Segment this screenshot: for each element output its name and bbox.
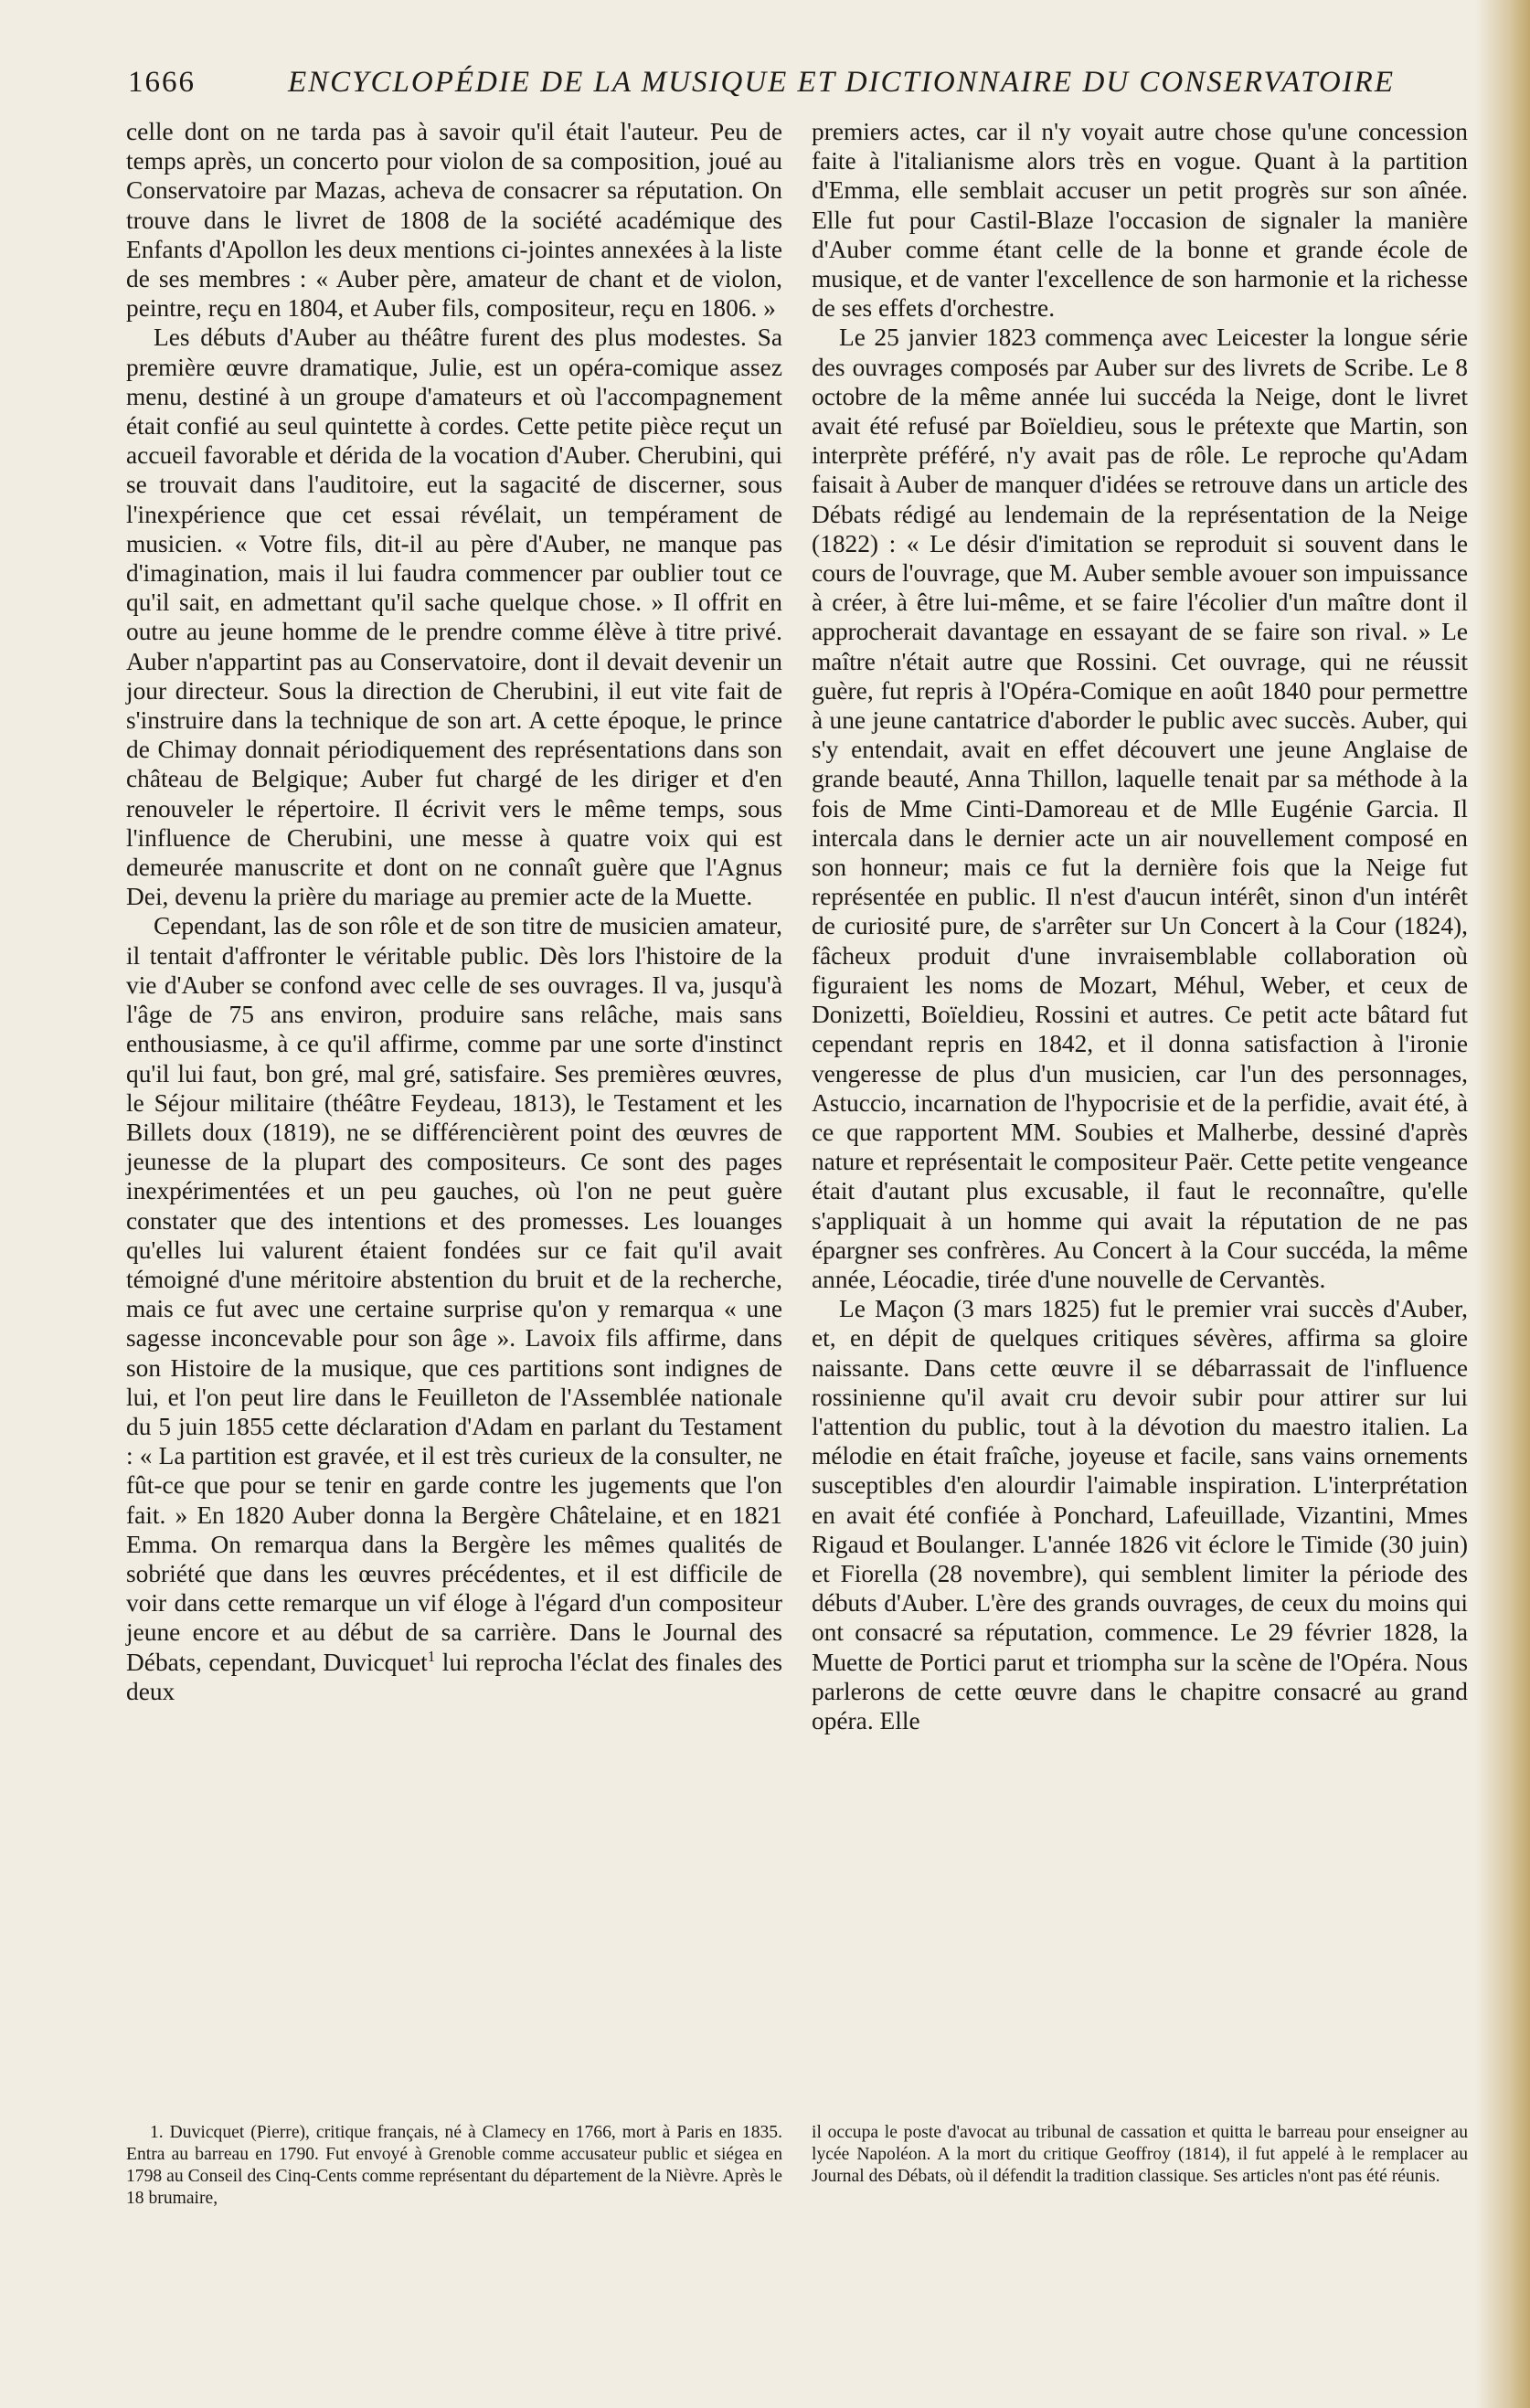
left-paragraph-2: Les débuts d'Auber au théâtre furent des plus modestes. Sa première œuvre dramatique, Julie, est un opéra-comique assez menu, destiné à un groupe d'amateurs et où l'accompagnement était confié au seul quintette à cordes. Cette petite pièce reçut un accueil favorable et dérida de la vocation d'Auber. Cherubini, qui se trouvait dans l'auditoire, eut la sagacité de discerner, sous l'inexpérience que cet essai révélait, un tempérament de musicien. « Votre fils, dit-il au père d'Auber, ne manque pas d'imagination, mais il lui faudra commencer par oublier tout ce qu'il sait, en admettant qu'il sache quelque chose. » Il offrit en outre au jeune homme de le prendre comme élève à titre privé. Auber n'appartint pas au Conservatoire, dont il devait devenir un jour directeur. Sous la direction de Cherubini, il eut vite fait de s'instruire dans la technique de son art. A cette époque, le prince de Chimay donnait périodiquement des représentations dans son château de Belgique; Auber fut chargé de les diriger et d'en renouveler le répertoire. Il écrivit vers le même temps, sous l'influence de Cherubini, une messe à quatre voix qui est demeurée manuscrite et dont on ne connaît guère que l'Agnus Dei, devenu la prière du mariage au premier acte de la Muette. [126, 324, 782, 911]
running-title: ENCYCLOPÉDIE DE LA MUSIQUE ET DICTIONNAIRE DU CONSERVATOIRE [288, 66, 1395, 99]
footnote-marker: 1 [427, 1647, 436, 1665]
right-paragraph-3: Le Maçon (3 mars 1825) fut le premier vrai succès d'Auber, et, en dépit de quelques critiques sévères, affirma sa gloire naissante. Dans cette œuvre il se débarrassait de l'influence rossinienne qu'il avait cru devoir subir pour attirer sur lui l'attention du public, tout à la dévotion du maestro italien. La mélodie en était fraîche, joyeuse et facile, sans vains ornements susceptibles d'en alourdir l'aimable inspiration. L'interprétation en avait été confiée à Ponchard, Lafeuillade, Vizantini, Mmes Rigaud et Boulanger. L'année 1826 vit éclore le Timide (30 juin) et Fiorella (28 novembre), qui semblent limiter la période des débuts d'Auber. L'ère des grands ouvrages, de ceux du moins qui ont consacré sa réputation, commence. Le 29 février 1828, la Muette de Portici parut et triompha sur la scène de l'Opéra. Nous parlerons de cette œuvre dans le chapitre consacré au grand opéra. Elle [812, 1295, 1468, 1734]
right-paragraph-1: premiers actes, car il n'y voyait autre chose qu'une concession faite à l'italianisme alors très en vogue. Quant à la partition d'Emma, elle semblait accuser un petit progrès sur son aînée. Elle fut pour Castil-Blaze l'occasion de signaler la manière d'Auber comme étant celle de la bonne et grande école de musique, et de vanter l'excellence de son harmonie et la richesse de ses effets d'orchestre. [812, 118, 1468, 323]
page-header [128, 66, 1472, 102]
page-number: 1666 [128, 66, 196, 99]
right-column [812, 117, 1468, 1735]
page-edge-shadow [1475, 0, 1530, 2408]
left-paragraph-1: celle dont on ne tarda pas à savoir qu'il était l'auteur. Peu de temps après, un concerto pour violon de sa composition, joué au Conservatoire par Mazas, acheva de consacrer sa réputation. On trouve dans le livret de 1808 de la société académique des Enfants d'Apollon les deux mentions ci-jointes annexées à la liste de ses membres : « Auber père, amateur de chant et de violon, peintre, reçu en 1804, et Auber fils, compositeur, reçu en 1806. » [126, 118, 782, 323]
right-paragraph-2: Le 25 janvier 1823 commença avec Leicester la longue série des ouvrages composés par Auber sur des livrets de Scribe. Le 8 octobre de la même année lui succéda la Neige, dont le livret avait été refusé par Boïeldieu, sous le prétexte que Martin, son interprète préféré, n'y avait pas de rôle. Le reproche qu'Adam faisait à Auber de manquer d'idées se retrouve dans un article des Débats rédigé au lendemain de la représentation de la Neige (1822) : « Le désir d'imitation se reproduit si souvent dans le cours de l'ouvrage, que M. Auber semble avouer son impuissance à créer, à être lui-même, et se faire l'écolier d'un maître dont il approcherait davantage en essayant de se faire son rival. » Le maître n'était autre que Rossini. Cet ouvrage, qui ne réussit guère, fut repris à l'Opéra-Comique en août 1840 pour permettre à une jeune cantatrice d'aborder le public avec succès. Auber, qui s'y entendait, avait en effet découvert une jeune Anglaise de grande beauté, Anna Thillon, laquelle tenait par sa méthode à la fois de Mme Cinti-Damoreau et de Mlle Eugénie Garcia. Il intercala dans le dernier acte un air nouvellement composé en son honneur; mais ce fut la dernière fois que la Neige fut représentée en public. Il n'est d'aucun intérêt, sinon d'un intérêt de curiosité pure, de s'arrêter sur Un Concert à la Cour (1824), fâcheux produit d'une invraisemblable collaboration où figuraient les noms de Mozart, Méhul, Weber, et ceux de Donizetti, Boïeldieu, Rossini et autres. Ce petit acte bâtard fut cependant repris en 1842, et il donna satisfaction à l'ironie vengeresse de plus d'un musicien, car l'un des personnages, Astuccio, incarnation de l'hypocrisie et de la perfidie, avait été, à ce que rapportent MM. Soubies et Malherbe, dessiné d'après nature et représentait le compositeur Paër. Cette petite vengeance était d'autant plus excusable, il faut le reconnaître, qu'elle s'appliquait à un homme qui avait la réputation de ne pas épargner ses confrères. Au Concert à la Cour succéda, la même année, Léocadie, tirée d'une nouvelle de Cervantès. [812, 324, 1468, 1293]
footnote-right [812, 2122, 1468, 2188]
footnote-left [126, 2122, 782, 2210]
footnote-1-text: 1. Duvicquet (Pierre), critique français, né à Clamecy en 1766, mort à Paris en 1835. Entra au barreau en 1790. Fut envoyé à Grenoble comme accusateur public et siégea en 1798 au Conseil des Cinq-Cents comme représentant du département de la Nièvre. Après le 18 brumaire, [126, 2123, 782, 2208]
left-paragraph-3-text: Cependant, las de son rôle et de son titre de musicien amateur, il tentait d'affronter le véritable public. Dès lors l'histoire de la vie d'Auber se confond avec celle de ses ouvrages. Il va, jusqu'à l'âge de 75 ans environ, produire sans relâche, mais sans enthousiasme, à ce qu'il affirme, comme par une sorte d'instinct qu'il lui faut, bon gré, mal gré, satisfaire. Ses premières œuvres, le Séjour militaire (théâtre Feydeau, 1813), le Testament et les Billets doux (1819), ne se différencièrent point des œuvres de jeunesse de la plupart des compositeurs. Ce sont des pages inexpérimentées et un peu gauches, où l'on ne peut guère constater que des intentions et des promesses. Les louanges qu'elles lui valurent étaient fondées sur ce fait qu'il avait témoigné d'une méritoire abstention du bruit et de la recherche, mais ce fut avec une certaine surprise qu'on y remarqua « une sagesse inconcevable pour son âge ». Lavoix fils affirme, dans son Histoire de la musique, que ces partitions sont indignes de lui, et l'on peut lire dans le Feuilleton de l'Assemblée nationale du 5 juin 1855 cette déclaration d'Adam en parlant du Testament : « La partition est gravée, et il est très curieux de la consulter, ne fût-ce que pour se tenir en garde contre les jugements que l'on fait. » En 1820 Auber donna la Bergère Châtelaine, et en 1821 Emma. On remarqua dans la Bergère les mêmes qualités de sobriété que dans les œuvres précédentes, et il est difficile de voir dans cette remarque un vif éloge à l'égard d'un compositeur jeune encore et au début de sa carrière. Dans le Journal des Débats, cependant, Duvicquet [126, 912, 782, 1676]
left-paragraph-3 [126, 911, 782, 1705]
left-column [126, 117, 782, 1706]
footnote-1-continuation: il occupa le poste d'avocat au tribunal de cassation et quitta le barreau pour enseigner au lycée Napoléon. A la mort du critique Geoffroy (1814), il fut appelé à le remplacer au Journal des Débats, où il défendit la tradition classique. Ses articles n'ont pas été réunis. [812, 2123, 1468, 2186]
left-paragraph-3-end: lui reprocha l'éclat des finales des deux [126, 1648, 782, 1705]
